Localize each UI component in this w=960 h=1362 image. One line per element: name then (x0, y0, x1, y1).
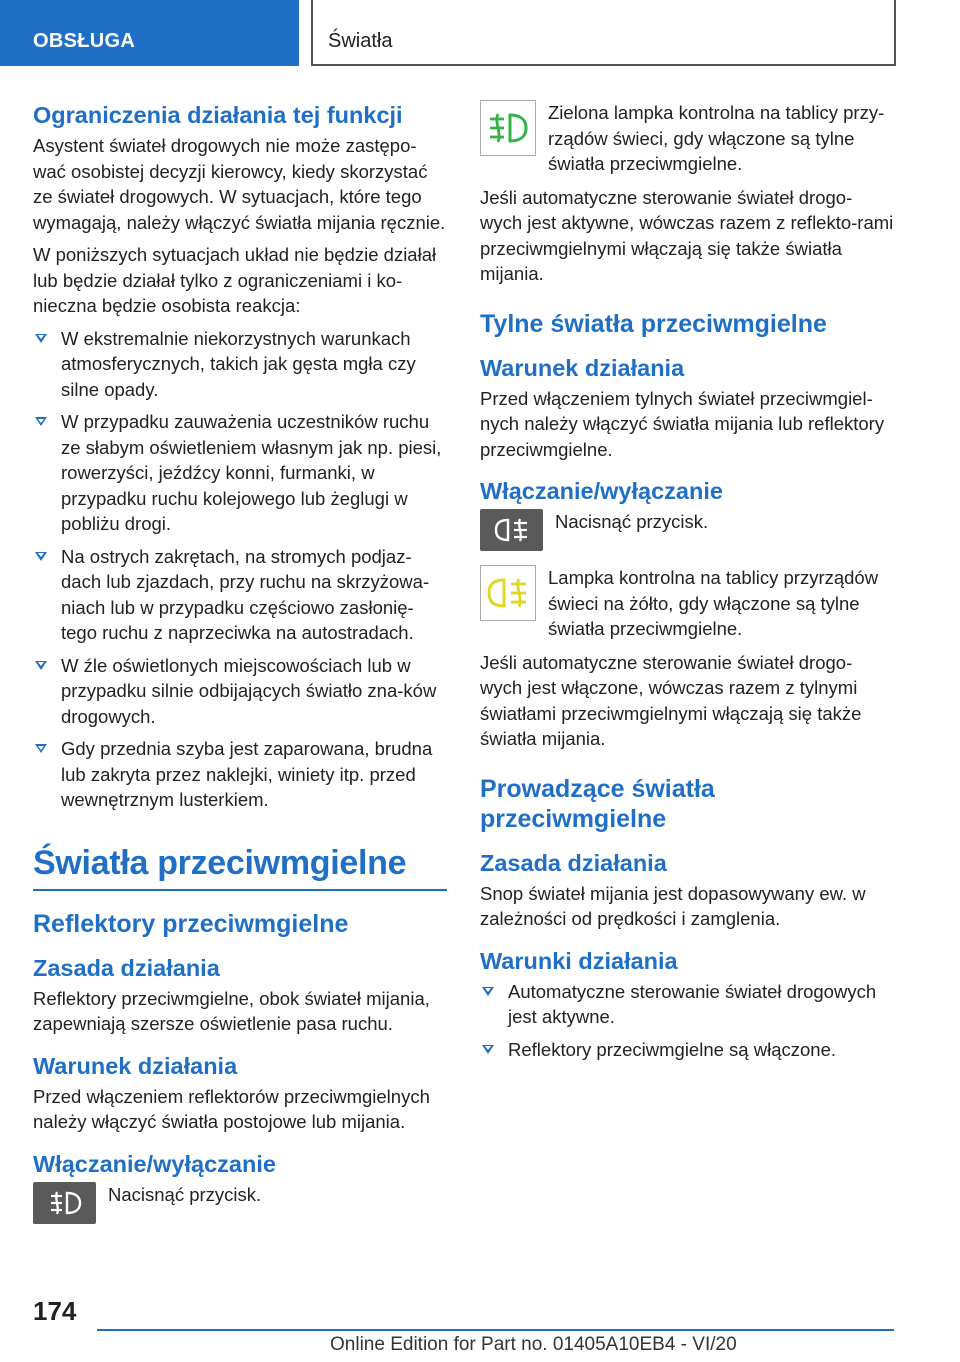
bullet-triangle-icon (35, 661, 47, 670)
bullet-triangle-icon (482, 987, 494, 996)
front-fog-indicator-green-icon (480, 100, 536, 156)
list-item: W ekstremalnie niekorzystnych warunkach atmosferycznych, takich jak gęsta mgła czy silne opady. (33, 326, 447, 403)
front-fog-button-icon (33, 1182, 96, 1224)
left-column (33, 100, 447, 1232)
rear-condition-text: Przed włączeniem tylnych świateł przeciwmgiel-nych należy włączyć światła mijania lub reflektory przeciwmgielne. (480, 387, 885, 460)
front-fog-button-row (33, 1182, 447, 1224)
limits-list (33, 326, 447, 813)
bullet-triangle-icon (35, 334, 47, 343)
chapter-header (311, 0, 896, 66)
green-lamp-text: Zielona lampka kontrolna na tablicy przy-rządów świeci, gdy włączone są tylne światła przeciwmgielne. (548, 102, 885, 174)
rear-switch-heading: Włączanie/wyłączanie (480, 478, 723, 504)
list-item: W źle oświetlonych miejscowościach lub w przypadku silnie odbijających światło zna-ków drogowych. (33, 653, 447, 730)
right-column (480, 100, 894, 1069)
yellow-lamp-text: Lampka kontrolna na tablicy przyrządów świeci na żółto, gdy włączone są tylne światła przeciwmgielne. (548, 567, 879, 639)
edition-note: Online Edition for Part no. 01405A10EB4 - VI/20 (330, 1334, 737, 1355)
switch-text: Nacisnąć przycisk. (108, 1183, 262, 1205)
bullet-triangle-icon (482, 1045, 494, 1054)
section-tab (0, 0, 299, 66)
guide-principle-heading: Zasada działania (480, 849, 667, 876)
guide-conditions-list (480, 979, 894, 1063)
auto-text-2: Jeśli automatyczne sterowanie świateł drogo-wych jest włączone, wówczas razem z tylnymi światłami przeciwmgielnymi włączają się także światła mijania. (480, 651, 862, 749)
bullet-triangle-icon (35, 417, 47, 426)
green-lamp-row (480, 100, 894, 177)
principle-heading: Zasada działania (33, 954, 220, 981)
rear-fog-heading: Tylne światła przeciwmgielne (480, 309, 827, 338)
footer-divider (97, 1329, 894, 1331)
front-fog-heading: Reflektory przeciwmgielne (33, 909, 349, 938)
condition-text: Przed włączeniem reflektorów przeciwmgielnych należy włączyć światła postojowe lub mijania. (33, 1085, 430, 1132)
condition-heading: Warunek działania (33, 1052, 238, 1079)
list-item: Na ostrych zakrętach, na stromych podjaz-dach lub zjazdach, przy ruchu na skrzyżowa-niach lub w przypadku częściowo zasłonię-tego ruchu z naprzeciwka na autostradach. (33, 544, 447, 646)
rear-fog-indicator-yellow-icon (480, 565, 536, 621)
rear-fog-button-row (480, 509, 894, 551)
rear-condition-heading: Warunek działania (480, 354, 685, 381)
list-item: W przypadku zauważenia uczestników ruchu ze słabym oświetleniem własnym jak np. piesi, rowerzyści, jeźdźcy konni, furmanki, w przypadku ruchu kolejowego lub żeglugi w pobliżu drogi. (33, 409, 447, 537)
switch-heading: Włączanie/wyłączanie (33, 1150, 276, 1177)
limits-paragraph-1: Asystent świateł drogowych nie może zastępo-wać osobistej decyzji kierowcy, kiedy skorzystać ze świateł drogowych. W sytuacjach, które tego wymagają, należy włączyć światła mijania ręcznie. (33, 135, 446, 233)
page-number: 174 (33, 1296, 77, 1326)
list-item: Gdy przednia szyba jest zaparowana, brudna lub zakryta przez naklejki, winiety itp. przed wewnętrznym lusterkiem. (33, 736, 447, 813)
chapter-label: Światła (328, 30, 393, 52)
guide-principle-text: Snop świateł mijania jest dopasowywany ew. w zależności od prędkości i zamglenia. (480, 882, 866, 929)
rear-switch-text: Nacisnąć przycisk. (555, 511, 709, 532)
fog-lights-title: Światła przeciwmgielne (33, 843, 447, 891)
limits-heading: Ograniczenia działania tej funkcji (33, 102, 403, 128)
list-item: Automatyczne sterowanie świateł drogowych jest aktywne. (480, 979, 894, 1030)
list-item: Reflektory przeciwmgielne są włączone. (480, 1037, 894, 1063)
guide-fog-heading: Prowadzące światła przeciwmgielne (480, 774, 715, 833)
auto-text-1: Jeśli automatyczne sterowanie świateł drogo-wych jest aktywne, wówczas razem z reflekto-rami przeciwmgielnymi włączają się także światła mijania. (480, 186, 894, 284)
rear-fog-button-icon (480, 509, 543, 551)
bullet-triangle-icon (35, 552, 47, 561)
principle-text: Reflektory przeciwmgielne, obok świateł mijania, zapewniają szersze oświetlenie pasa ruchu. (33, 987, 430, 1034)
bullet-triangle-icon (35, 744, 47, 753)
yellow-lamp-row (480, 565, 894, 642)
guide-conditions-heading: Warunki działania (480, 947, 678, 974)
section-label: OBSŁUGA (33, 30, 136, 52)
limits-paragraph-2: W poniższych sytuacjach układ nie będzie działał lub będzie działał tylko z ograniczeniami i ko-nieczna będzie osobista reakcja: (33, 244, 437, 316)
